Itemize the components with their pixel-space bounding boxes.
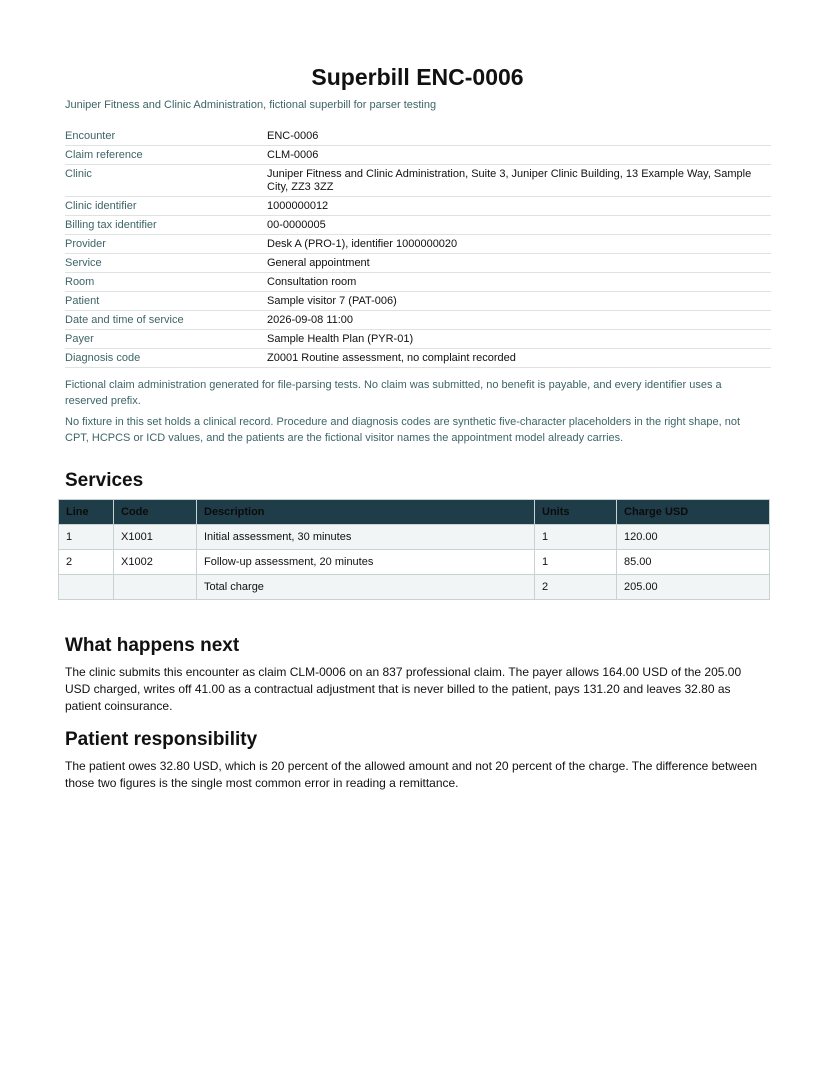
cell-code: X1001 bbox=[114, 525, 197, 550]
cell-units: 2 bbox=[535, 575, 617, 600]
services-heading: Services bbox=[65, 470, 144, 491]
column-header-charge: Charge USD bbox=[617, 500, 770, 525]
detail-label: Provider bbox=[65, 235, 267, 254]
detail-value: Juniper Fitness and Clinic Administration, Suite 3, Juniper Clinic Building, 13 Example Way, Sample City, ZZ3 3ZZ bbox=[267, 165, 771, 197]
detail-row-payer bbox=[65, 330, 771, 349]
detail-row-claim-reference bbox=[65, 146, 771, 165]
detail-row-date-of-service bbox=[65, 311, 771, 330]
detail-row-billing-tax-identifier bbox=[65, 216, 771, 235]
detail-label: Patient bbox=[65, 292, 267, 311]
patient-responsibility-heading: Patient responsibility bbox=[65, 729, 258, 750]
cell-units: 1 bbox=[535, 550, 617, 575]
what-happens-next-text: The clinic submits this encounter as claim CLM-0006 on an 837 professional claim. The payer allows 164.00 USD of the 205.00 USD charged, writes off 41.00 as a contractual adjustment that is never billed to the patient, pays 131.20 and leaves 32.80 as patient coinsurance. bbox=[65, 665, 742, 713]
detail-value: 1000000012 bbox=[267, 197, 771, 216]
detail-label: Clinic identifier bbox=[65, 197, 267, 216]
detail-label: Clinic bbox=[65, 165, 267, 197]
detail-row-clinic bbox=[65, 165, 771, 197]
detail-value: General appointment bbox=[267, 254, 771, 273]
encounter-details-table bbox=[65, 127, 771, 368]
cell-description: Initial assessment, 30 minutes bbox=[197, 525, 535, 550]
detail-row-diagnosis-code bbox=[65, 349, 771, 368]
cell-charge: 120.00 bbox=[617, 525, 770, 550]
disclaimer-note: Fictional claim administration generated for file-parsing tests. No claim was submitted, no benefit is payable, and every identifier uses a reserved prefix. bbox=[65, 379, 722, 407]
cell-code bbox=[114, 575, 197, 600]
cell-description: Follow-up assessment, 20 minutes bbox=[197, 550, 535, 575]
cell-units: 1 bbox=[535, 525, 617, 550]
cell-code: X1002 bbox=[114, 550, 197, 575]
cell-charge: 85.00 bbox=[617, 550, 770, 575]
detail-label: Service bbox=[65, 254, 267, 273]
detail-label: Claim reference bbox=[65, 146, 267, 165]
cell-line: 2 bbox=[59, 550, 114, 575]
column-header-code: Code bbox=[114, 500, 197, 525]
detail-label: Room bbox=[65, 273, 267, 292]
detail-label: Date and time of service bbox=[65, 311, 267, 330]
detail-row-provider bbox=[65, 235, 771, 254]
detail-value: Consultation room bbox=[267, 273, 771, 292]
cell-line: 1 bbox=[59, 525, 114, 550]
detail-value: Z0001 Routine assessment, no complaint recorded bbox=[267, 349, 771, 368]
detail-label: Diagnosis code bbox=[65, 349, 267, 368]
detail-value: ENC-0006 bbox=[267, 127, 771, 146]
detail-row-encounter bbox=[65, 127, 771, 146]
detail-label: Billing tax identifier bbox=[65, 216, 267, 235]
detail-value: 2026-09-08 11:00 bbox=[267, 311, 771, 330]
cell-charge: 205.00 bbox=[617, 575, 770, 600]
detail-value: Sample Health Plan (PYR-01) bbox=[267, 330, 771, 349]
detail-label: Encounter bbox=[65, 127, 267, 146]
cell-description: Total charge bbox=[197, 575, 535, 600]
services-header-row bbox=[59, 500, 770, 525]
services-table bbox=[58, 499, 770, 600]
detail-value: Sample visitor 7 (PAT-006) bbox=[267, 292, 771, 311]
detail-label: Payer bbox=[65, 330, 267, 349]
table-row bbox=[59, 550, 770, 575]
detail-row-clinic-identifier bbox=[65, 197, 771, 216]
table-row bbox=[59, 525, 770, 550]
page-title: Superbill ENC-0006 bbox=[311, 64, 524, 90]
page-subtitle: Juniper Fitness and Clinic Administration, fictional superbill for parser testing bbox=[65, 99, 437, 111]
cell-line bbox=[59, 575, 114, 600]
patient-responsibility-text: The patient owes 32.80 USD, which is 20 percent of the allowed amount and not 20 percent of the charge. The difference between those two figures is the single most common error in reading a remittance. bbox=[65, 759, 757, 790]
detail-row-patient bbox=[65, 292, 771, 311]
what-happens-next-heading: What happens next bbox=[65, 635, 240, 656]
detail-value: 00-0000005 bbox=[267, 216, 771, 235]
detail-row-room bbox=[65, 273, 771, 292]
column-header-description: Description bbox=[197, 500, 535, 525]
fixture-note: No fixture in this set holds a clinical record. Procedure and diagnosis codes are synthetic five-character placeholders in the right shape, not CPT, HCPCS or ICD values, and the patients are the fictional visitor names the appointment model already carries. bbox=[65, 416, 741, 444]
column-header-units: Units bbox=[535, 500, 617, 525]
detail-row-service bbox=[65, 254, 771, 273]
detail-value: Desk A (PRO-1), identifier 1000000020 bbox=[267, 235, 771, 254]
column-header-line: Line bbox=[59, 500, 114, 525]
total-row bbox=[59, 575, 770, 600]
detail-value: CLM-0006 bbox=[267, 146, 771, 165]
